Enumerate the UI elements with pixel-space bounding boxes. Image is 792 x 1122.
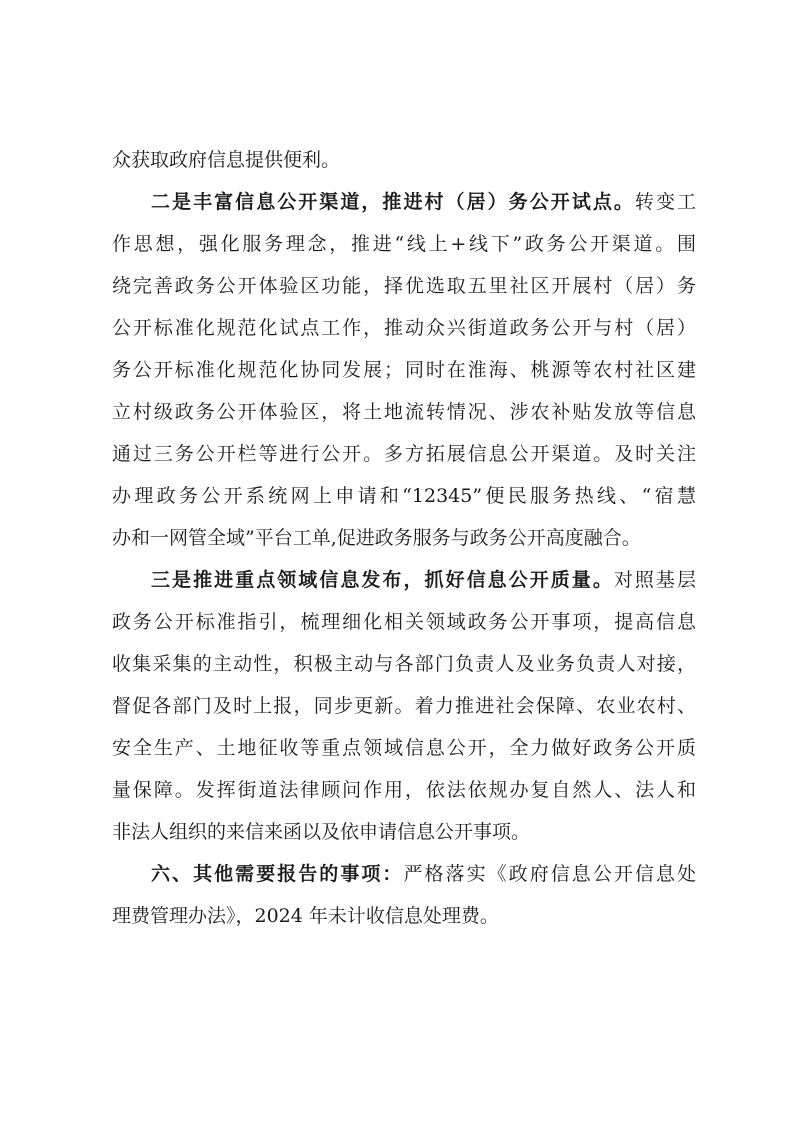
paragraph-text: 量保障。发挥街道法律顾问作用，依法依规办复自然人、法人和 <box>112 779 696 801</box>
paragraph-line <box>112 773 696 807</box>
paragraph-text: 立村级政务公开体验区，将土地流转情况、涉农补贴发放等信息 <box>112 401 696 423</box>
paragraph-text: 办和一网管全域”平台工单,促进政务服务与政务公开高度融合。 <box>112 527 641 549</box>
section-3-first-line <box>151 563 696 597</box>
paragraph-line <box>112 899 696 933</box>
paragraph-line <box>112 311 696 345</box>
paragraph-line <box>112 395 696 429</box>
paragraph-text: 务公开标准化规范化协同发展；同时在淮海、桃源等农村社区建 <box>112 359 696 381</box>
paragraph-line <box>112 353 696 387</box>
paragraph-text: 对照基层 <box>613 569 696 591</box>
paragraph-text: 众获取政府信息提供便利。 <box>112 149 341 171</box>
section-6-first-line <box>151 857 696 891</box>
paragraph-line <box>112 143 696 177</box>
section-2-heading: 二是丰富信息公开渠道，推进村（居）务公开试点。 <box>151 191 635 213</box>
paragraph-line <box>112 605 696 639</box>
section-2-first-line <box>151 185 696 219</box>
paragraph-text: 理费管理办法》，2024 年未计收信息处理费。 <box>112 905 499 927</box>
section-6-heading: 六、其他需要报告的事项： <box>151 863 404 885</box>
paragraph-text: 通过三务公开栏等进行公开。多方拓展信息公开渠道。及时关注 <box>112 443 696 465</box>
paragraph-line <box>112 731 696 765</box>
paragraph-text: 转变工 <box>634 191 696 213</box>
paragraph-text: 办理政务公开系统网上申请和“12345”便民服务热线、“宿慧 <box>112 485 696 507</box>
paragraph-text: 绕完善政务公开体验区功能，择优选取五里社区开展村（居）务 <box>112 275 696 297</box>
paragraph-line <box>112 269 696 303</box>
paragraph-text: 收集采集的主动性，积极主动与各部门负责人及业务负责人对接， <box>112 653 696 675</box>
paragraph-line <box>112 227 696 261</box>
paragraph-text: 公开标准化规范化试点工作，推动众兴街道政务公开与村（居） <box>112 317 696 339</box>
paragraph-line <box>112 479 696 513</box>
paragraph-text: 非法人组织的来信来函以及依申请信息公开事项。 <box>112 821 531 843</box>
paragraph-line <box>112 815 696 849</box>
paragraph-text: 督促各部门及时上报，同步更新。着力推进社会保障、农业农村、 <box>112 695 696 717</box>
paragraph-text: 安全生产、土地征收等重点领域信息公开，全力做好政务公开质 <box>112 737 696 759</box>
paragraph-text: 严格落实《政府信息公开信息处 <box>403 863 696 885</box>
paragraph-text: 政务公开标准指引，梳理细化相关领域政务公开事项，提高信息 <box>112 611 696 633</box>
section-3-heading: 三是推进重点领域信息发布，抓好信息公开质量。 <box>151 569 614 591</box>
paragraph-line <box>112 647 696 681</box>
paragraph-line <box>112 437 696 471</box>
paragraph-line <box>112 689 696 723</box>
paragraph-text: 作思想，强化服务理念，推进“线上+线下”政务公开渠道。围 <box>112 233 696 255</box>
paragraph-line <box>112 521 696 555</box>
